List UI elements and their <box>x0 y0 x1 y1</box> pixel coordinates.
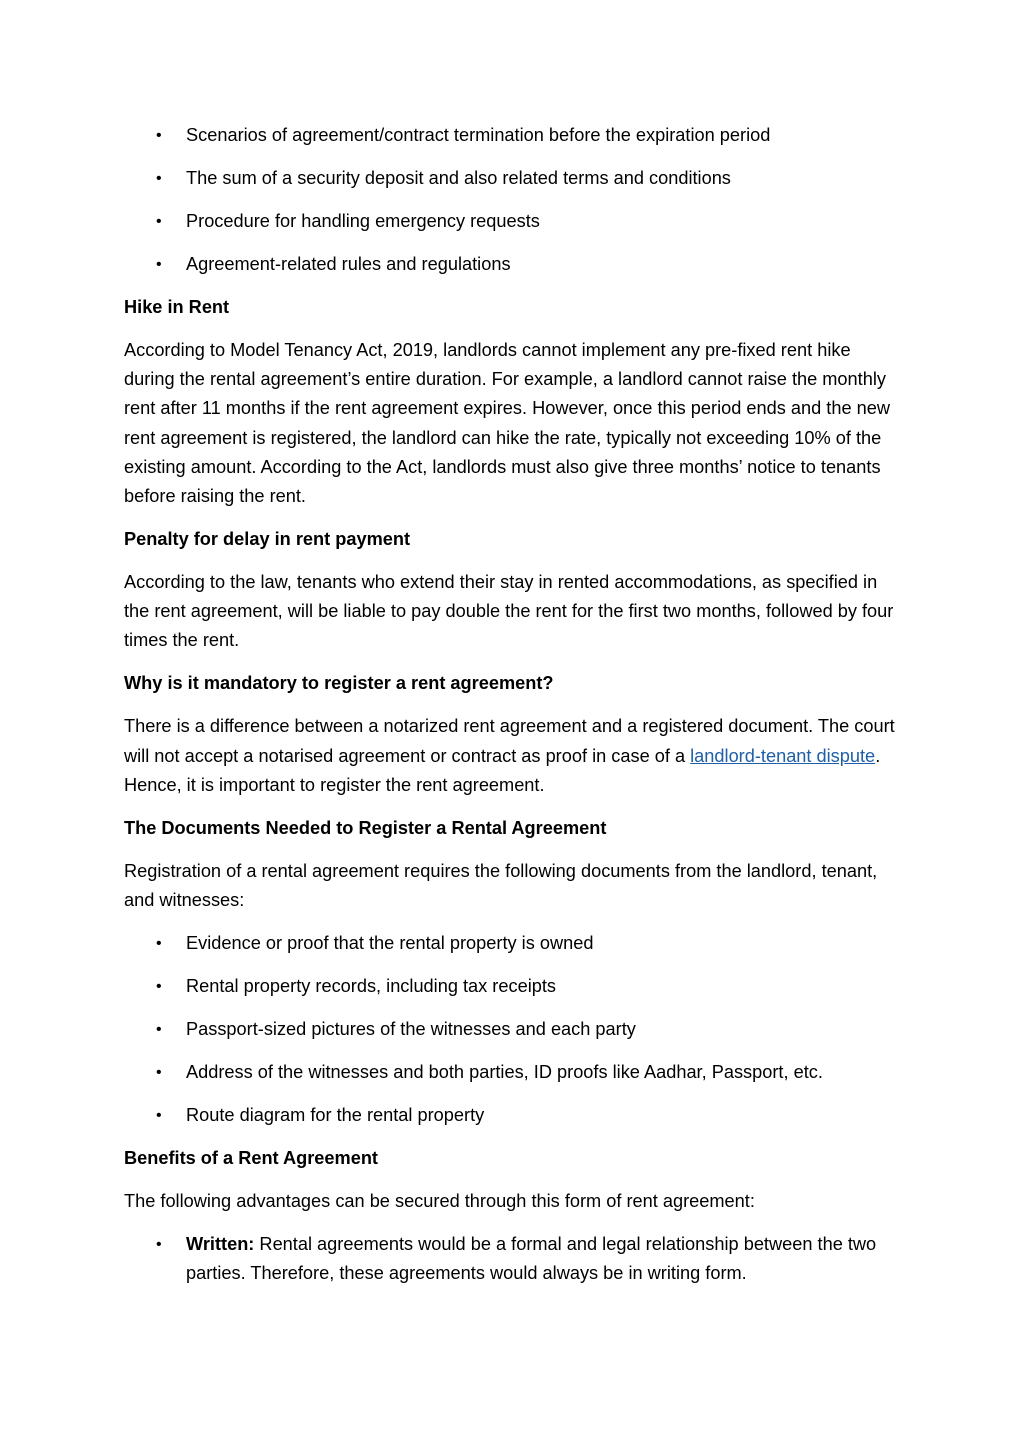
documents-heading: The Documents Needed to Register a Rental Agreement <box>124 817 607 838</box>
documents-intro: Registration of a rental agreement requires the following documents from the landlord, tenant, and witnesses: <box>124 860 878 911</box>
bullet-icon: • <box>156 1236 162 1254</box>
bullet-icon: • <box>156 127 162 144</box>
document-page <box>124 121 899 1302</box>
penalty-paragraph: According to the law, tenants who extend their stay in rented accommodations, as specified in the rent agreement, will be liable to pay double the rent for the first two months, followed by four times the rent. <box>124 572 894 651</box>
list-item: • Scenarios of agreement/contract termination before the expiration period <box>124 121 899 150</box>
hike-paragraph: According to Model Tenancy Act, 2019, landlords cannot implement any pre-fixed rent hike during the rental agreement’s entire duration. For example, a landlord cannot raise the monthly rent after 11 months if the rent agreement expires. However, once this period ends and the new rent agreement is registered, the landlord can hike the rate, typically not exceeding 10% of the existing amount. According to the Act, landlords must also give three months’ notice to tenants before raising the rent. <box>124 340 890 507</box>
hike-heading: Hike in Rent <box>124 297 230 317</box>
list-item: • Address of the witnesses and both parties, ID proofs like Aadhar, Passport, etc. <box>124 1058 899 1087</box>
mandatory-heading: Why is it mandatory to register a rent agreement? <box>124 673 554 694</box>
bullet-icon: • <box>156 935 162 953</box>
bullet-icon: • <box>156 978 162 996</box>
bullet-icon: • <box>156 1021 162 1039</box>
list-item: • Procedure for handling emergency requests <box>124 207 899 236</box>
penalty-heading: Penalty for delay in rent payment <box>124 529 411 550</box>
list-item: • Passport-sized pictures of the witnesses and each party <box>124 1015 899 1044</box>
bullet-icon: • <box>156 1064 162 1082</box>
list-item: • The sum of a security deposit and also related terms and conditions <box>124 164 899 193</box>
bullet-icon: • <box>156 170 162 187</box>
bullet-icon: • <box>156 1107 162 1125</box>
list-item: • Evidence or proof that the rental property is owned <box>124 929 899 958</box>
termination-list <box>124 121 899 279</box>
landlord-tenant-dispute-link[interactable]: landlord-tenant dispute <box>690 745 876 766</box>
benefits-intro: The following advantages can be secured through this form of rent agreement: <box>124 1191 755 1212</box>
list-item: • Rental property records, including tax receipts <box>124 972 899 1001</box>
benefit-lead: Written: <box>186 1234 255 1255</box>
list-item: • Agreement-related rules and regulations <box>124 250 899 279</box>
benefits-list <box>124 1230 899 1288</box>
list-item: • Route diagram for the rental property <box>124 1101 899 1130</box>
bullet-icon: • <box>156 256 162 273</box>
benefits-heading: Benefits of a Rent Agreement <box>124 1148 378 1169</box>
mandatory-paragraph: There is a difference between a notarized rent agreement and a registered document. The court will not accept a notarised agreement or contract as proof in case of a landlord-tenant dispute. Hence, it is important to register the rent agreement. <box>124 716 895 795</box>
list-item: • Written: Rental agreements would be a formal and legal relationship between the two parties. Therefore, these agreements would always be in writing form. <box>124 1230 899 1288</box>
documents-list <box>124 929 899 1130</box>
bullet-icon: • <box>156 213 162 230</box>
